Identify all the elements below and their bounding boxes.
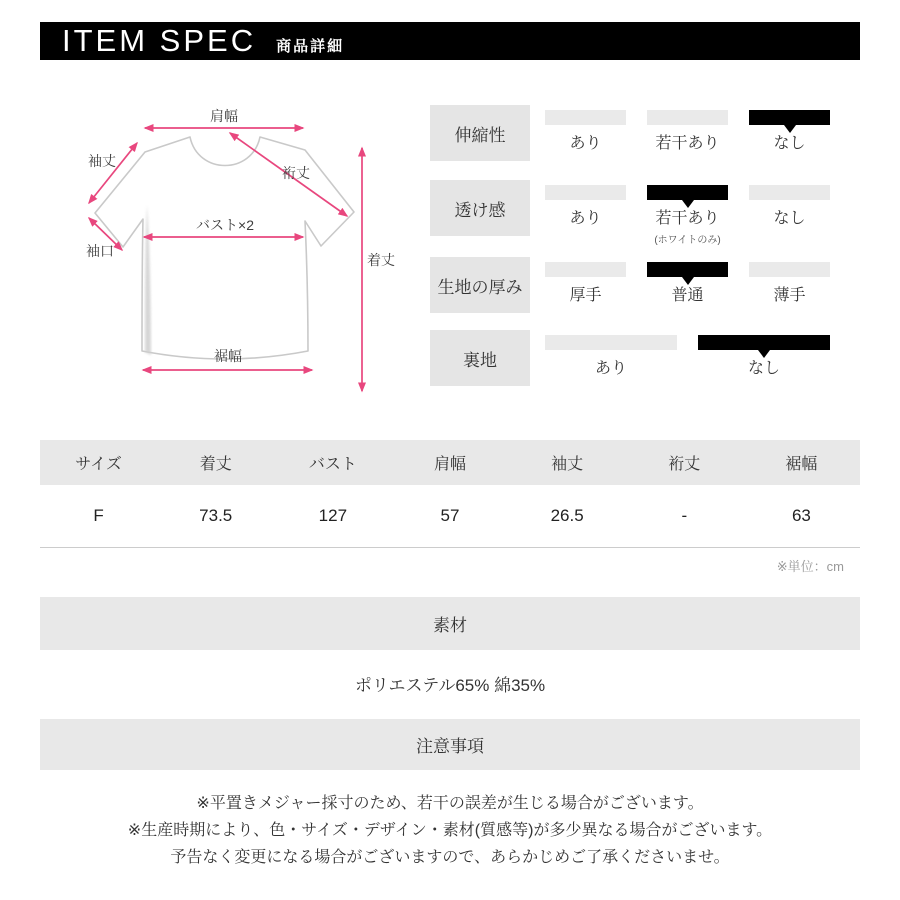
material-value: ポリエステル65% 綿35% — [354, 676, 546, 695]
spec-label-stretch: 伸縮性 — [430, 105, 530, 161]
option-label: なし — [773, 210, 806, 227]
option-label: 普通 — [671, 287, 704, 304]
page-title: ITEM SPEC — [62, 23, 257, 58]
spec-options-lining — [545, 330, 830, 386]
option-label: 薄手 — [773, 287, 806, 304]
option-bar-selected — [698, 335, 830, 350]
size-table-header-row — [40, 440, 860, 485]
note-line: ※生産時期により、色・サイズ・デザイン・素材(質感等)が多少異なる場合がございます。 — [127, 822, 773, 839]
spec-option — [545, 110, 626, 161]
size-table-cell: 57 — [440, 506, 460, 525]
section-header-bar — [40, 22, 860, 60]
size-table-header: 裾幅 — [785, 456, 818, 473]
option-bar-unselected — [545, 262, 626, 277]
spec-row-stretch — [430, 105, 830, 161]
spec-options-sheerness — [545, 180, 830, 246]
note-line: ※平置きメジャー採寸のため、若干の誤差が生じる場合がございます。 — [196, 795, 704, 812]
option-label: あり — [569, 135, 602, 152]
spec-label-thickness: 生地の厚み — [430, 257, 530, 313]
spec-row-lining — [430, 330, 830, 386]
size-table-cell: F — [93, 506, 104, 525]
option-label: 若干あり — [655, 135, 720, 152]
size-table-header: 着丈 — [199, 456, 232, 473]
spec-row-sheerness — [430, 180, 830, 246]
spec-option — [545, 335, 677, 386]
option-note: (ホワイトのみ) — [654, 235, 721, 246]
option-bar-selected — [647, 262, 728, 277]
option-bar-unselected — [749, 185, 830, 200]
size-table-header: 肩幅 — [433, 456, 466, 473]
sleeve-length-label: 袖丈 — [88, 153, 116, 169]
spec-label-lining: 裏地 — [430, 330, 530, 386]
size-table-header: 袖丈 — [551, 456, 584, 473]
option-bar-unselected — [545, 110, 626, 125]
option-label: あり — [569, 210, 602, 227]
option-bar-unselected — [545, 335, 677, 350]
tshirt-measurement-diagram — [40, 95, 420, 405]
option-bar-unselected — [647, 110, 728, 125]
size-table-cell: 127 — [318, 506, 348, 525]
option-label: 若干あり — [655, 210, 720, 227]
option-bar-unselected — [749, 262, 830, 277]
spec-options-thickness — [545, 257, 830, 313]
notes-block — [40, 790, 860, 871]
size-table-header: 裄丈 — [668, 456, 701, 473]
spec-label-sheerness: 透け感 — [430, 180, 530, 236]
size-table-header: バスト — [308, 456, 357, 473]
notes-heading-bar — [40, 719, 860, 770]
spec-option — [749, 185, 830, 246]
bust-label: バスト×2 — [196, 217, 254, 233]
size-table — [40, 440, 860, 548]
spec-option — [749, 110, 830, 161]
spec-row-thickness — [430, 257, 830, 313]
size-table-cell: 26.5 — [550, 506, 584, 525]
hem-width-label: 裾幅 — [214, 348, 242, 364]
size-table-cell: - — [681, 506, 688, 525]
body-length-label: 着丈 — [367, 252, 395, 268]
spec-option — [749, 262, 830, 313]
option-label: あり — [594, 360, 627, 377]
cuff-label: 袖口 — [86, 243, 114, 259]
option-label: なし — [773, 135, 806, 152]
spec-option — [647, 262, 728, 313]
spec-option — [545, 185, 626, 246]
shoulder-width-label: 肩幅 — [210, 108, 238, 124]
option-bar-unselected — [545, 185, 626, 200]
spec-options-stretch — [545, 105, 830, 161]
option-bar-selected — [647, 185, 728, 200]
option-bar-selected — [749, 110, 830, 125]
material-heading: 素材 — [433, 616, 467, 635]
spec-option — [698, 335, 830, 386]
notes-heading: 注意事項 — [416, 737, 484, 756]
unit-note: ※単位：cm — [776, 559, 844, 574]
note-line: 予告なく変更になる場合がございますので、あらかじめご了承くださいませ。 — [170, 849, 730, 866]
material-heading-bar — [40, 597, 860, 650]
spec-option — [545, 262, 626, 313]
yuki-label: 裄丈 — [282, 165, 310, 181]
option-label: 厚手 — [569, 287, 602, 304]
tshirt-outline — [95, 137, 354, 359]
option-label: なし — [747, 360, 780, 377]
size-table-cell: 63 — [791, 506, 811, 525]
size-table-data-row — [40, 485, 860, 548]
spec-option — [647, 185, 728, 246]
size-table-header: サイズ — [75, 456, 122, 473]
page-subtitle: 商品詳細 — [276, 38, 345, 55]
spec-option — [647, 110, 728, 161]
size-table-cell: 73.5 — [199, 506, 233, 525]
